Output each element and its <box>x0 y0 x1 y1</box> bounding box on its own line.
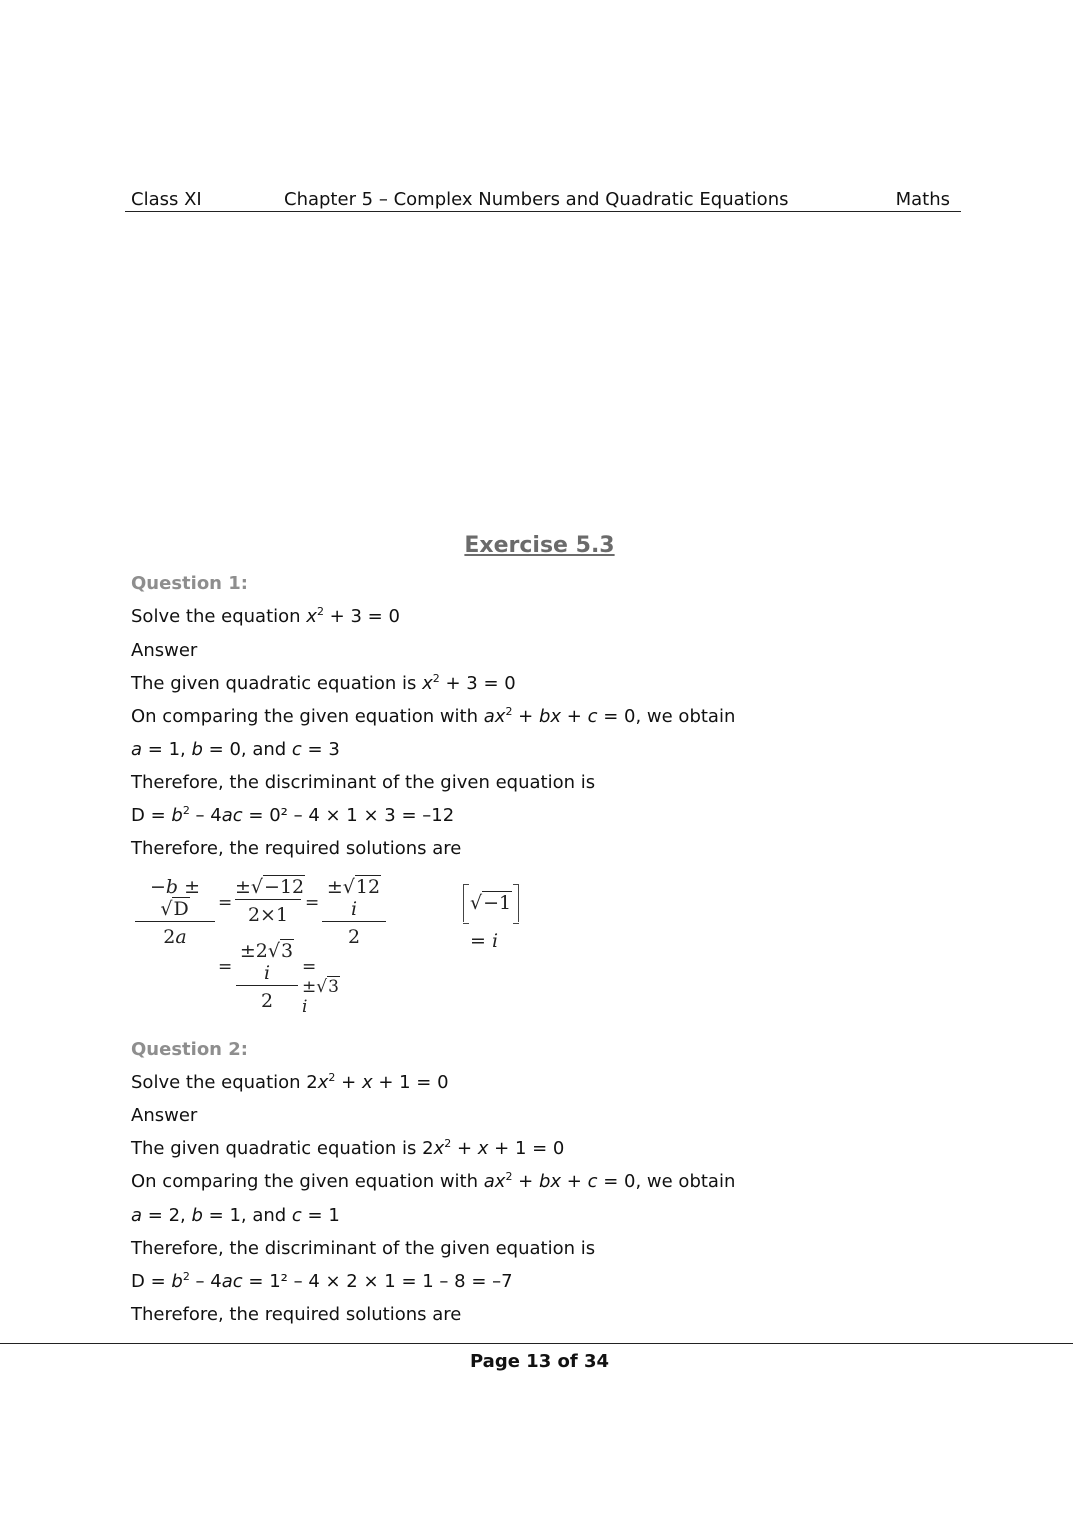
q2-coefficients: a = 2, b = 1, and c = 1 <box>131 1205 340 1226</box>
header-class: Class XI <box>131 189 202 210</box>
question-2-prompt: Solve the equation $2x^2 + x + 1 = 0$ <box>131 1071 449 1093</box>
q2-discriminant-calc: $D = b^2 - 4ac = 1^2 - 4 \times 2 \times 1 = 1 - 8 = -7$ <box>131 1270 513 1292</box>
q1-compare-line: On comparing the given equation with $ax^2$ + bx + c = 0, we obtain <box>131 705 736 727</box>
q2-discriminant-text: Therefore, the discriminant of the given equation is <box>131 1238 596 1259</box>
footer-rule <box>0 1343 1073 1344</box>
question-1-answer-label: Answer <box>131 640 198 661</box>
q1-coefficients: a = 1, b = 0, and c = 3 <box>131 739 340 760</box>
q1-discriminant-calc: $D = b^2 - 4ac = 0^2 - 4 \times 1 \times 3 = -12$ <box>131 804 455 826</box>
q2-solutions-text: Therefore, the required solutions are <box>131 1304 462 1325</box>
question-1-prompt: Solve the equation $x^2 + 3 = 0$ <box>131 605 400 627</box>
running-header <box>125 189 961 212</box>
exercise-title: Exercise 5.3 <box>464 533 615 558</box>
q1-solutions-text: Therefore, the required solutions are <box>131 838 462 859</box>
question-1-label: Question 1: <box>131 573 248 594</box>
page-number: Page 13 of 34 <box>469 1351 610 1372</box>
q2-compare-line: On comparing the given equation with $ax^2$ + bx + c = 0, we obtain <box>131 1170 736 1192</box>
header-subject: Maths <box>895 189 950 210</box>
header-chapter: Chapter 5 – Complex Numbers and Quadratic Equations <box>284 189 789 210</box>
q1-discriminant-text: Therefore, the discriminant of the given equation is <box>131 772 596 793</box>
question-2-label: Question 2: <box>131 1039 248 1060</box>
q1-given-equation: The given quadratic equation is $x^2 + 3 = 0$ <box>131 672 516 694</box>
q2-given-equation: The given quadratic equation is $2x^2 + x + 1 = 0$ <box>131 1137 565 1159</box>
question-2-answer-label: Answer <box>131 1105 198 1126</box>
